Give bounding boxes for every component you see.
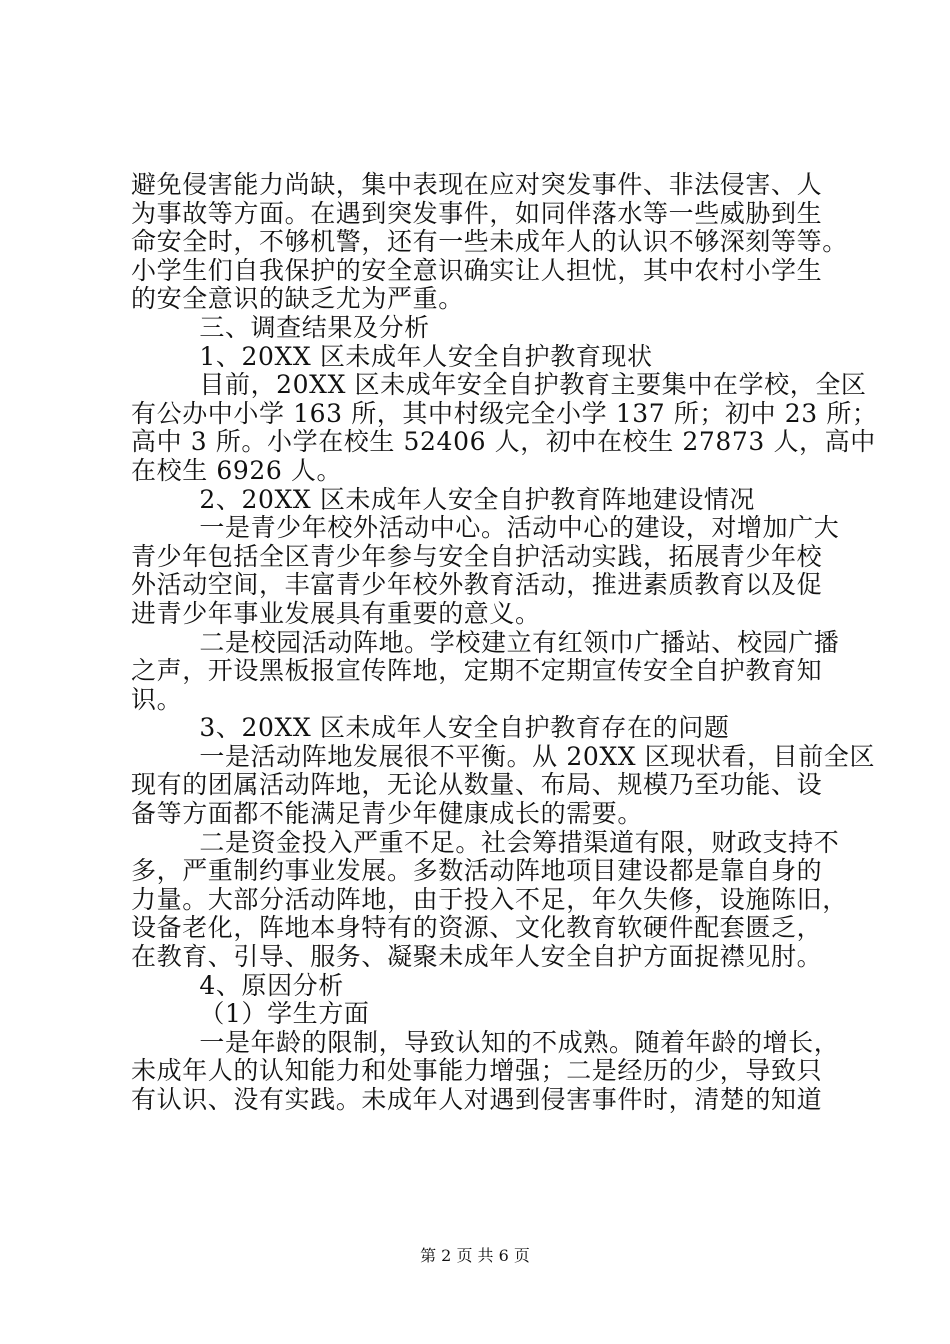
text-line: 一是青少年校外活动中心。活动中心的建设，对增加广大 bbox=[131, 513, 840, 543]
text-line: 避免侵害能力尚缺，集中表现在应对突发事件、非法侵害、人 bbox=[131, 170, 823, 199]
text-line: 高中 3 所。小学在校生 52406 人，初中在校生 27873 人，高中 bbox=[131, 427, 876, 457]
text-line: 在校生 6926 人。 bbox=[131, 455, 343, 485]
text-line: 二是资金投入严重不足。社会筹措渠道有限，财政支持不 bbox=[131, 827, 840, 857]
text-line: 青少年包括全区青少年参与安全自护活动实践，拓展青少年校 bbox=[131, 541, 823, 571]
subsection-heading: 2、20XX 区未成年人安全自护教育阵地建设情况 bbox=[131, 484, 756, 514]
text-line: 在教育、引导、服务、凝聚未成年人安全自护方面捉襟见肘。 bbox=[131, 942, 823, 972]
text-line: 备等方面都不能满足青少年健康成长的需要。 bbox=[131, 799, 644, 829]
text-line: 的安全意识的缺乏尤为严重。 bbox=[131, 284, 464, 314]
text-line: 设备老化，阵地本身特有的资源、文化教育软硬件配套匮乏， bbox=[131, 913, 823, 943]
subsection-heading: （1）学生方面 bbox=[131, 999, 370, 1029]
text-line: 力量。大部分活动阵地，由于投入不足，年久失修，设施陈旧， bbox=[131, 884, 848, 914]
subsection-heading: 4、原因分析 bbox=[131, 970, 344, 1000]
text-line: 目前，20XX 区未成年安全自护教育主要集中在学校，全区 bbox=[131, 370, 867, 400]
text-line: 一是年龄的限制，导致认知的不成熟。随着年龄的增长， bbox=[131, 1027, 840, 1057]
document-body bbox=[131, 170, 878, 1115]
text-line: 现有的团属活动阵地，无论从数量、布局、规模乃至功能、设 bbox=[131, 770, 823, 800]
text-line: 识。 bbox=[131, 684, 183, 714]
text-line: 有公办中小学 163 所，其中村级完全小学 137 所；初中 23 所； bbox=[131, 398, 878, 428]
text-line: 命安全时，不够机警，还有一些未成年人的认识不够深刻等等。 bbox=[131, 227, 848, 257]
page-number-label: 第 2 页 共 6 页 bbox=[420, 1246, 530, 1265]
section-heading: 三、调查结果及分析 bbox=[131, 312, 430, 342]
text-line: 外活动空间，丰富青少年校外教育活动，推进素质教育以及促 bbox=[131, 570, 823, 600]
text-line: 二是校园活动阵地。学校建立有红领巾广播站、校园广播 bbox=[131, 627, 840, 657]
subsection-heading: 3、20XX 区未成年人安全自护教育存在的问题 bbox=[131, 713, 730, 743]
text-line: 有认识、没有实践。未成年人对遇到侵害事件时，清楚的知道 bbox=[131, 1085, 823, 1114]
text-line: 小学生们自我保护的安全意识确实让人担忧，其中农村小学生 bbox=[131, 255, 823, 285]
text-line: 一是活动阵地发展很不平衡。从 20XX 区现状看，目前全区 bbox=[131, 741, 876, 771]
text-line: 之声，开设黑板报宣传阵地，定期不定期宣传安全自护教育知 bbox=[131, 656, 823, 686]
text-line: 进青少年事业发展具有重要的意义。 bbox=[131, 598, 541, 628]
page-footer bbox=[0, 1246, 950, 1266]
subsection-heading: 1、20XX 区未成年人安全自护教育现状 bbox=[131, 341, 653, 371]
text-line: 多，严重制约事业发展。多数活动阵地项目建设都是靠自身的 bbox=[131, 856, 823, 886]
text-line: 为事故等方面。在遇到突发事件，如同伴落水等一些威胁到生 bbox=[131, 198, 823, 228]
text-line: 未成年人的认知能力和处事能力增强；二是经历的少，导致只 bbox=[131, 1056, 823, 1086]
